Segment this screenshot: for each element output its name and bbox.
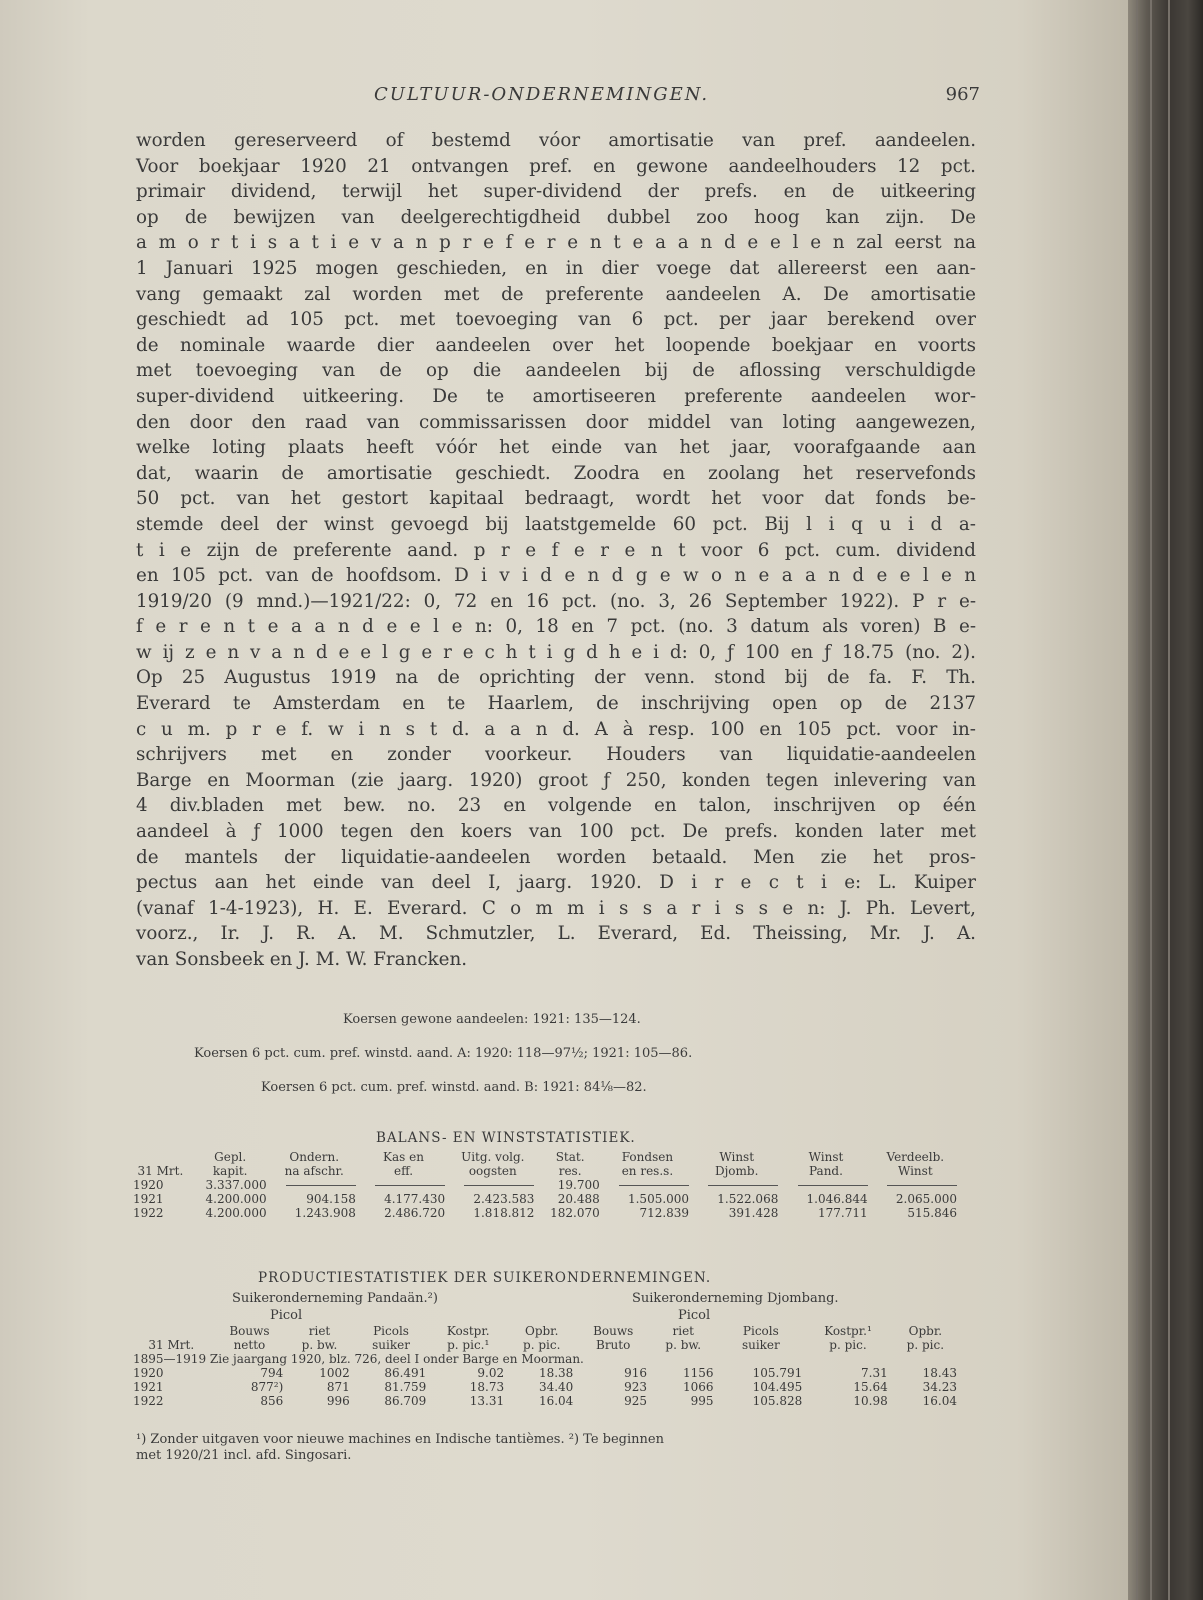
table-cell [130, 1324, 213, 1338]
table-cell: 996 [326, 1394, 350, 1408]
productie-table [130, 1324, 960, 1408]
body-line: 1 Januari 1925 mogen geschieden, en in dier voege dat allereerst een aan- [136, 257, 976, 279]
page-header [140, 84, 980, 110]
body-line: den door den raad van commissarissen door middel van loting aangewezen, [136, 411, 976, 433]
table-cell: res. [558, 1164, 582, 1178]
table-cell: 1922 [133, 1394, 164, 1408]
table-cell: Opbr. [524, 1324, 559, 1338]
table-header-row [130, 1324, 960, 1338]
table-row [130, 1394, 960, 1408]
table-cell: suiker [372, 1338, 410, 1352]
empty-dash [375, 1185, 445, 1186]
body-line: dat, waarin de amortisatie geschiedt. Zoodra en zoolang het reservefonds [136, 462, 976, 484]
balans-title: BALANS- EN WINSTSTATISTIEK. [376, 1130, 636, 1146]
body-line: c u m. p r e f. w i n s t d. a a n d. A à resp. 100 en 105 pct. voor in- [136, 718, 976, 740]
body-line: worden gereserveerd of bestemd vóor amortisatie van pref. aandeelen. [136, 130, 976, 151]
table-cell: 18.73 [469, 1380, 505, 1394]
table-cell: 105.791 [752, 1366, 803, 1380]
table-cell: 4.177.430 [384, 1192, 446, 1206]
table-cell: en res.s. [621, 1164, 674, 1178]
table-cell: 31 Mrt. [137, 1164, 184, 1178]
table-cell: 16.04 [538, 1394, 574, 1408]
table-cell [781, 1178, 870, 1192]
table-cell: 13.31 [469, 1394, 505, 1408]
picol-label: Picol [678, 1308, 711, 1323]
table-cell: 19.700 [557, 1178, 600, 1192]
body-line: de nominale waarde dier aandeelen over het loopende boekjaar en voorts [136, 334, 976, 356]
table-cell [448, 1178, 537, 1192]
table-cell: 871 [326, 1380, 350, 1394]
table-cell: 1.818.812 [473, 1206, 535, 1220]
table-cell: Bouws [593, 1324, 634, 1338]
table-cell: 16.04 [922, 1394, 957, 1408]
koersen-line: Koersen 6 pct. cum. pref. winstd. aand. A: 1920: 118—97½; 1921: 105—86. [194, 1046, 693, 1061]
table-cell: Winst [719, 1150, 755, 1164]
table-cell: Stat. [555, 1150, 585, 1164]
table-cell: 86.491 [384, 1366, 427, 1380]
balans-table [130, 1150, 960, 1220]
productie-title: PRODUCTIESTATISTIEK DER SUIKERONDERNEMINGEN. [258, 1270, 712, 1286]
table-cell: p. pic.¹ [447, 1338, 490, 1352]
body-line: Voor boekjaar 1920 21 ontvangen pref. en gewone aandeelhouders 12 pct. [136, 155, 976, 177]
table-cell: Winst [897, 1164, 933, 1178]
table-cell: 1921 [133, 1192, 164, 1206]
table-header-row [130, 1338, 960, 1352]
table-cell: na afschr. [284, 1164, 344, 1178]
table-cell: 2.065.000 [895, 1192, 957, 1206]
table-cell: p. pic. [523, 1338, 561, 1352]
table-cell: p. pic. [906, 1338, 945, 1352]
table-cell: Opbr. [908, 1324, 943, 1338]
body-line: welke loting plaats heeft vóór het einde van het jaar, voorafgaande aan [136, 437, 976, 459]
table-cell: Djomb. [714, 1164, 759, 1178]
table-cell: 1920 [133, 1178, 164, 1192]
table-cell: 31 Mrt. [148, 1338, 195, 1352]
table-cell: kapit. [212, 1164, 248, 1178]
table-cell: Gepl. [214, 1150, 247, 1164]
table-cell: netto [233, 1338, 266, 1352]
koersen-line: Koersen 6 pct. cum. pref. winstd. aand. B: 1921: 84⅛—82. [261, 1080, 647, 1095]
running-title: CULTUUR-ONDERNEMINGEN. [374, 84, 710, 105]
body-line: en 105 pct. van de hoofdsom. D i v i d e n d g e w o n e a a n d e e l e n [136, 565, 976, 587]
table-cell: 9.02 [477, 1366, 505, 1380]
body-line: van Sonsbeek en J. M. W. Francken. [136, 949, 468, 970]
body-line: aandeel à ƒ 1000 tegen den koers van 100 pct. De prefs. konden later met [136, 821, 976, 843]
table-cell: p. bw. [665, 1338, 702, 1352]
body-line: met toevoeging van de op die aandeelen bij de aflossing verschuldigde [136, 360, 976, 382]
empty-dash [619, 1185, 689, 1186]
table-header-row [130, 1164, 960, 1178]
table-cell: 856 [260, 1394, 284, 1408]
table-cell: 10.98 [853, 1394, 888, 1408]
body-line: 50 pct. van het gestort kapitaal bedraagt, wordt het voor dat fonds be- [136, 488, 976, 510]
table-cell: 1922 [133, 1206, 164, 1220]
table-cell: 177.711 [818, 1206, 868, 1220]
body-line: Barge en Moorman (zie jaarg. 1920) groot ƒ 250, konden tegen inlevering van [136, 769, 976, 791]
footnote: ¹) Zonder uitgaven voor nieuwe machines en Indische tantièmes. ²) Te beginnen [136, 1432, 664, 1447]
table-cell: 1920 [133, 1366, 164, 1380]
table-cell: Picols [742, 1324, 779, 1338]
body-line: 4 div.bladen met bew. no. 23 en volgende en talon, inschrijven op één [136, 795, 976, 817]
table-cell: Pand. [809, 1164, 843, 1178]
table-row [130, 1366, 960, 1380]
empty-dash [286, 1185, 356, 1186]
table-cell: 515.846 [907, 1206, 957, 1220]
table-cell: Kostpr.¹ [824, 1324, 872, 1338]
body-text [136, 128, 976, 973]
table-cell: 18.38 [538, 1366, 574, 1380]
table-cell: 1066 [682, 1380, 714, 1394]
table-row [130, 1380, 960, 1394]
table-range-row [130, 1352, 960, 1366]
body-line: w ij z e n v a n d e e l g e r e c h t i g d h e i d: 0, ƒ 100 en ƒ 18.75 (no. 2). [136, 641, 976, 663]
table-cell: riet [672, 1324, 694, 1338]
productie-left-name: Suikeronderneming Pandaän.²) [232, 1291, 438, 1306]
table-cell: eff. [394, 1164, 414, 1178]
body-line: Op 25 Augustus 1919 na de oprichting der venn. stond bij de fa. F. Th. [136, 667, 976, 689]
table-cell: 1.243.908 [294, 1206, 356, 1220]
table-cell: Kostpr. [446, 1324, 490, 1338]
body-line: t i e zijn de preferente aand. p r e f e r e n t voor 6 pct. cum. dividend [136, 539, 976, 561]
table-cell: 1.522.068 [717, 1192, 779, 1206]
table-cell: Bouws [229, 1324, 270, 1338]
body-line: op de bewijzen van deelgerechtigdheid dubbel zoo hoog kan zijn. De [136, 206, 976, 228]
table-cell: 18.43 [922, 1366, 957, 1380]
footnote: met 1920/21 incl. afd. Singosari. [136, 1448, 352, 1463]
table-cell: 3.337.000 [205, 1178, 267, 1192]
table-cell: suiker [741, 1338, 780, 1352]
body-line: vang gemaakt zal worden met de preferente aandeelen A. De amortisatie [136, 283, 976, 305]
body-line: (vanaf 1-4-1923), H. E. Everard. C o m m i s s a r i s s e n: J. Ph. Levert, [136, 897, 976, 919]
body-line: schrijvers met en zonder voorkeur. Houders van liquidatie-aandeelen [136, 744, 976, 766]
table-cell: 34.40 [538, 1380, 574, 1394]
body-line: geschiedt ad 105 pct. met toevoeging van 6 pct. per jaar berekend over [136, 309, 976, 331]
table-cell: 86.709 [384, 1394, 427, 1408]
table-cell [270, 1178, 359, 1192]
table-cell [130, 1150, 191, 1164]
table-cell: 995 [690, 1394, 714, 1408]
body-line: de mantels der liquidatie-aandeelen worden betaald. Men zie het pros- [136, 846, 976, 868]
book-spine [1128, 0, 1203, 1600]
body-line: super-dividend uitkeering. De te amortiseeren preferente aandeelen wor- [136, 385, 976, 407]
koersen-line: Koersen gewone aandeelen: 1921: 135—124. [343, 1012, 641, 1027]
table-cell: 81.759 [384, 1380, 427, 1394]
table-cell: 391.428 [728, 1206, 779, 1220]
table-row [130, 1206, 960, 1220]
table-cell [359, 1178, 448, 1192]
table-cell: 7.31 [861, 1366, 888, 1380]
table-row [130, 1178, 960, 1192]
table-cell: 105.828 [752, 1394, 803, 1408]
table-cell: 104.495 [752, 1380, 803, 1394]
productie-right-name: Suikeronderneming Djombang. [632, 1291, 839, 1306]
table-cell: p. bw. [301, 1338, 338, 1352]
table-cell: 4.200.000 [205, 1206, 267, 1220]
table-cell [871, 1178, 960, 1192]
table-cell: 4.200.000 [205, 1192, 267, 1206]
table-cell: 1.505.000 [627, 1192, 690, 1206]
table-cell: 904.158 [306, 1192, 356, 1206]
body-line: voorz., Ir. J. R. A. M. Schmutzler, L. Everard, Ed. Theissing, Mr. J. A. [136, 923, 976, 945]
body-line: primair dividend, terwijl het super-dividend der prefs. en de uitkeering [136, 181, 976, 203]
picol-label: Picol [270, 1308, 303, 1323]
table-cell: Kas en [383, 1150, 424, 1164]
table-cell [692, 1178, 781, 1192]
table-cell: Bruto [596, 1338, 631, 1352]
table-cell: 1.046.844 [806, 1192, 868, 1206]
table-cell: 20.488 [557, 1192, 600, 1206]
table-cell: 923 [624, 1380, 648, 1394]
table-header-row [130, 1150, 960, 1164]
table-cell: 2.486.720 [384, 1206, 446, 1220]
table-cell: riet [308, 1324, 331, 1338]
table-cell: 712.839 [639, 1206, 690, 1220]
table-cell: 1002 [319, 1366, 350, 1380]
table-cell [603, 1178, 692, 1192]
table-cell: p. pic. [829, 1338, 867, 1352]
empty-dash [887, 1185, 957, 1186]
table-cell: 877²) [250, 1380, 284, 1394]
range-note: 1895—1919 Zie jaargang 1920, blz. 726, deel I onder Barge en Moorman. [133, 1352, 584, 1366]
table-cell: Ondern. [289, 1150, 340, 1164]
body-line: stemde deel der winst gevoegd bij laatstgemelde 60 pct. Bij l i q u i d a- [136, 513, 976, 535]
table-cell: Winst [808, 1150, 844, 1164]
table-cell: 925 [624, 1394, 648, 1408]
table-cell: Picols [373, 1324, 409, 1338]
empty-dash [464, 1185, 534, 1186]
body-line: Everard te Amsterdam en te Haarlem, de inschrijving open op de 2137 [136, 693, 976, 715]
table-cell: oogsten [468, 1164, 517, 1178]
table-cell: 1156 [682, 1366, 714, 1380]
table-cell: 2.423.583 [473, 1192, 535, 1206]
table-row [130, 1192, 960, 1206]
table-cell: 794 [260, 1366, 284, 1380]
body-line: pectus aan het einde van deel I, jaarg. 1920. D i r e c t i e: L. Kuiper [136, 872, 976, 894]
table-cell: 182.070 [550, 1206, 600, 1220]
table-cell: Uitg. volg. [461, 1150, 525, 1164]
table-cell: 1921 [133, 1380, 164, 1394]
body-line: f e r e n t e a a n d e e l e n: 0, 18 en 7 pct. (no. 3 datum als voren) B e- [136, 616, 976, 638]
table-cell: 34.23 [922, 1380, 957, 1394]
body-line: a m o r t i s a t i e v a n p r e f e r e n t e a a n d e e l e n zal eerst na [136, 232, 976, 254]
empty-dash [798, 1185, 868, 1186]
table-cell: 916 [624, 1366, 648, 1380]
table-cell: 15.64 [853, 1380, 888, 1394]
empty-dash [708, 1185, 778, 1186]
table-cell: Fondsen [621, 1150, 674, 1164]
table-cell: Verdeelb. [886, 1150, 945, 1164]
page-number: 967 [945, 84, 980, 105]
body-line: 1919/20 (9 mnd.)—1921/22: 0, 72 en 16 pct. (no. 3, 26 September 1922). P r e- [136, 590, 976, 612]
